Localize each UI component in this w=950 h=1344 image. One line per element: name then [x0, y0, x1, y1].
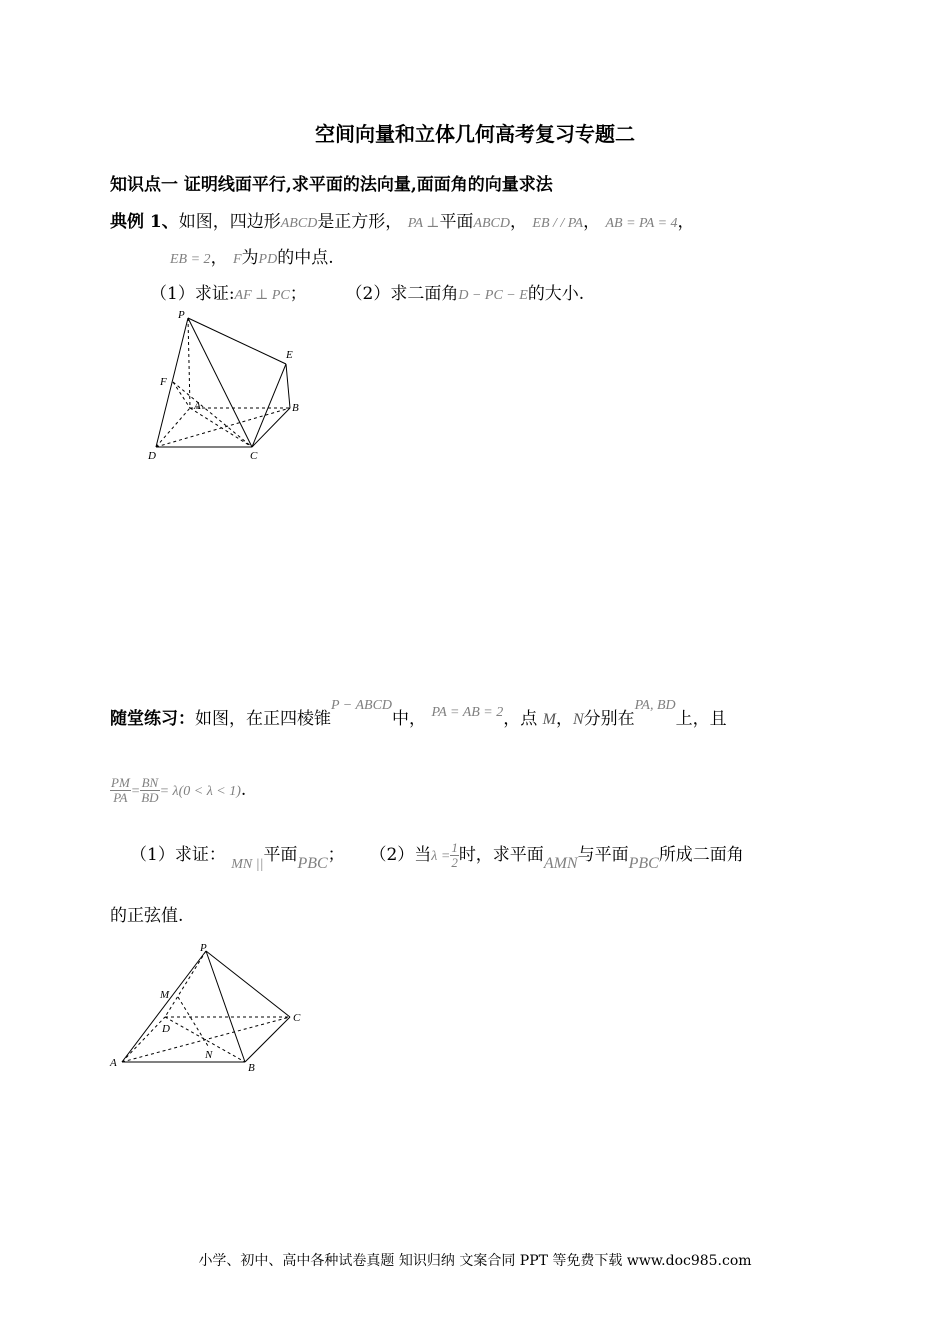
math: ABCD: [473, 216, 510, 231]
math: PA = AB = 2: [431, 705, 504, 720]
text: 的中点.: [277, 248, 334, 268]
math: EB = 2: [170, 252, 211, 267]
text: 与平面: [577, 845, 629, 865]
label-P: P: [178, 309, 185, 321]
figure-1: [140, 305, 315, 470]
text: ；: [289, 284, 307, 304]
numerator: PM: [111, 775, 130, 790]
denominator: BD: [141, 790, 159, 805]
numerator: 1: [451, 840, 458, 855]
text: ；: [327, 845, 345, 865]
math: PBC: [297, 855, 328, 872]
label-A: A: [194, 400, 201, 412]
math: F: [232, 252, 242, 267]
fraction-bn-bd: [140, 776, 159, 805]
numerator: BN: [141, 775, 159, 790]
label-D: D: [148, 450, 156, 462]
text: ，: [677, 212, 695, 232]
text: ，: [583, 212, 601, 232]
text: 是正方形，: [317, 212, 403, 232]
text: 分别在: [583, 709, 635, 729]
text: 时，求平面: [458, 845, 544, 865]
text: 的大小.: [527, 284, 585, 304]
example-1-line-1: [110, 207, 695, 232]
text: 平面: [439, 212, 474, 232]
label-A: A: [110, 1057, 117, 1069]
text: 如图，四边形: [178, 212, 281, 232]
text: 为: [241, 248, 259, 268]
math: MN ||: [231, 857, 264, 872]
label-N: N: [205, 1049, 213, 1061]
text: 平面: [263, 845, 298, 865]
figure-2: [100, 935, 320, 1085]
text: ，: [210, 248, 228, 268]
math: = λ(0 < λ < 1): [159, 784, 241, 799]
example-label: 典例 1、: [110, 212, 179, 232]
math: N: [572, 711, 584, 728]
text: 所成二面角: [658, 845, 744, 865]
label-M: M: [160, 989, 170, 1001]
math: AF ⊥ PC: [234, 288, 290, 303]
math: M: [542, 711, 556, 728]
practice-label: 随堂练习：: [110, 709, 195, 729]
section-heading: 知识点一 证明线面平行,求平面的法向量,面面角的向量求法: [110, 175, 553, 195]
practice-line-4: 的正弦值.: [110, 906, 184, 926]
text: 上，且: [675, 709, 727, 729]
math: AMN: [543, 855, 578, 872]
label-B: B: [248, 1062, 255, 1074]
text: .: [240, 780, 247, 800]
footer: 小学、初中、高中各种试卷真题 知识归纳 文案合同 PPT 等免费下载 www.doc985.com: [198, 1253, 752, 1269]
math: λ =: [431, 849, 451, 864]
practice-line-1: [110, 698, 727, 744]
math: =: [130, 784, 141, 799]
math: PA, BD: [634, 698, 676, 713]
math: EB / / PA: [532, 216, 584, 231]
fraction-pm-pa: [110, 776, 131, 805]
math: D − PC − E: [458, 288, 528, 303]
example-1-line-2: [170, 243, 334, 268]
denominator: 2: [451, 855, 458, 870]
text: （1）求证：: [130, 845, 226, 865]
text: （1）求证:: [150, 284, 235, 304]
text: （2）当: [369, 845, 432, 865]
label-D: D: [162, 1023, 170, 1035]
text: 如图，在正四棱锥: [195, 709, 331, 729]
label-C: C: [293, 1012, 301, 1024]
label-F: F: [160, 376, 167, 388]
label-C: C: [250, 450, 258, 462]
label-B: B: [292, 402, 299, 414]
label-P: P: [200, 942, 207, 954]
text: ，: [510, 212, 527, 232]
page-title: 空间向量和立体几何高考复习专题二: [315, 122, 635, 146]
math: PBC: [628, 855, 659, 872]
math: ABCD: [280, 216, 318, 231]
denominator: PA: [113, 790, 128, 805]
fraction-one-half: [450, 841, 459, 870]
example-1-line-3: [150, 279, 584, 304]
practice-line-2: [110, 776, 246, 805]
text: ，点: [503, 709, 538, 729]
practice-line-3: [130, 840, 744, 870]
text: ，: [555, 709, 573, 729]
text: 中，: [392, 709, 427, 729]
text: （2）求二面角: [345, 284, 459, 304]
math: PD: [258, 252, 278, 267]
math: PA ⊥: [407, 216, 440, 231]
math: P − ABCD: [331, 698, 393, 713]
label-E: E: [286, 349, 293, 361]
math: AB = PA = 4: [605, 216, 678, 231]
